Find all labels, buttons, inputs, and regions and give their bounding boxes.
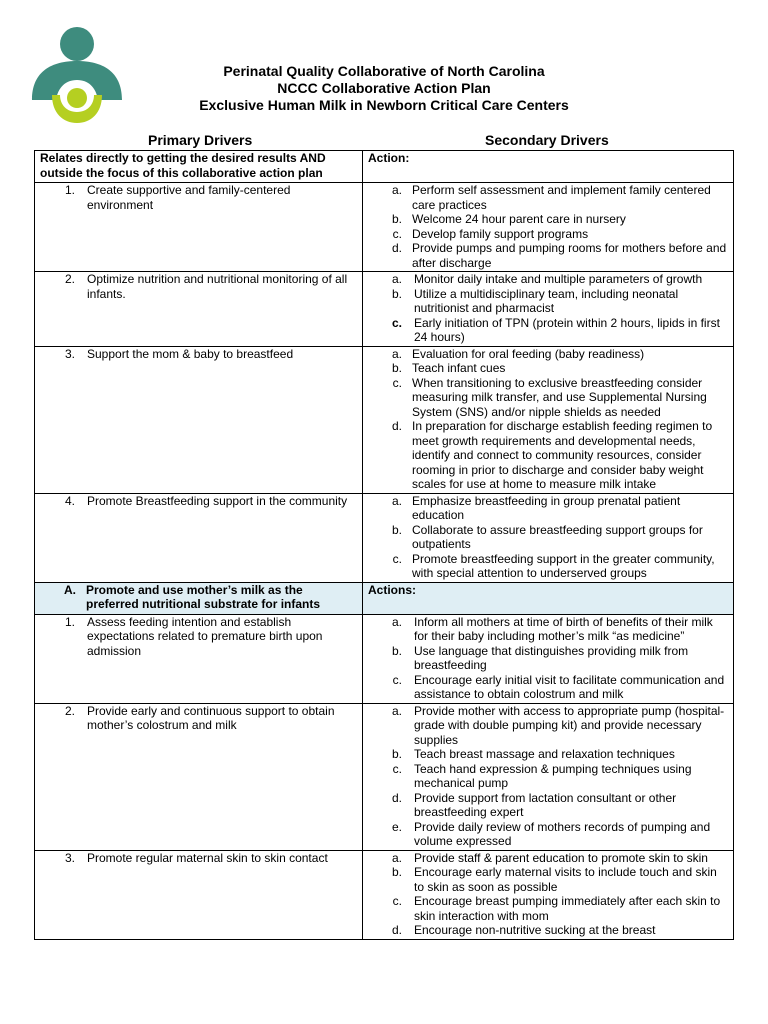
action-text: Early initiation of TPN (protein within 2 hours, lipids in first 24 hours) — [414, 315, 720, 344]
primary-driver-cell — [35, 614, 363, 703]
action-text: Provide mother with access to appropriate pump (hospital-grade with double pumping kit) and provide necessary supplies — [414, 703, 725, 747]
primary-driver-text: Assess feeding intention and establish expectations related to premature birth upon admission — [87, 614, 323, 658]
primary-driver — [35, 851, 362, 868]
action-marker: d. — [391, 923, 402, 937]
action-item — [363, 851, 727, 866]
action-item — [363, 704, 727, 748]
primary-driver-number: 3. — [64, 346, 75, 361]
secondary-driver-list — [363, 615, 733, 703]
secondary-driver-cell — [363, 703, 734, 850]
action-item — [363, 361, 727, 376]
action-text: Welcome 24 hour parent care in nursery — [412, 212, 626, 226]
primary-driver-cell — [35, 703, 363, 850]
action-item — [363, 272, 727, 287]
action-marker: a. — [391, 614, 402, 629]
action-item — [363, 762, 727, 791]
action-marker: a. — [391, 850, 402, 865]
document-title — [140, 63, 628, 114]
action-marker: b. — [391, 643, 402, 658]
action-item — [363, 183, 727, 212]
section-scope-text: Relates directly to getting the desired results AND outside the focus of this collaborative action plan — [40, 151, 326, 180]
action-item — [363, 923, 727, 938]
action-marker: a. — [391, 346, 402, 361]
action-item — [363, 894, 727, 923]
primary-driver-text: Optimize nutrition and nutritional monitoring of all infants. — [87, 272, 348, 301]
action-text: Inform all mothers at time of birth of benefits of their milk for their baby including mother’s milk “as medicine” — [414, 614, 713, 643]
action-marker: a. — [391, 272, 402, 286]
action-text: When transitioning to exclusive breastfeeding consider measuring milk transfer, and use Supplemental Nursing System (SNS) and/or nipple shields as needed — [412, 375, 707, 419]
action-marker: a. — [391, 183, 402, 197]
section-goal-text: Promote and use mother’s milk as the preferred nutritional substrate for infants — [86, 582, 321, 611]
action-item — [363, 287, 727, 316]
action-text: Encourage early initial visit to facilitate communication and assistance to obtain colostrum and milk — [414, 672, 725, 701]
column-headers — [34, 132, 734, 150]
action-marker: b. — [391, 522, 402, 537]
actions-label: Actions: — [368, 582, 416, 597]
action-marker: b. — [391, 286, 402, 301]
action-marker: e. — [391, 819, 402, 834]
pqcnc-logo — [30, 25, 126, 125]
section-header-right — [363, 151, 734, 183]
action-marker: b. — [391, 865, 402, 879]
logo-baby-circle — [67, 88, 87, 108]
secondary-driver-cell — [363, 183, 734, 272]
action-item — [363, 241, 727, 270]
title-line-2: NCCC Collaborative Action Plan — [277, 80, 491, 96]
action-item — [363, 494, 727, 523]
action-marker: c. — [392, 226, 402, 241]
section-header-left — [35, 582, 363, 614]
action-item — [363, 552, 727, 581]
secondary-driver-list — [363, 704, 733, 850]
primary-driver-number: 4. — [64, 493, 75, 508]
action-marker: b. — [391, 747, 402, 761]
section-header-row — [35, 151, 734, 183]
primary-driver-number: 3. — [64, 850, 75, 865]
action-marker: a. — [391, 493, 402, 508]
action-text: Provide support from lactation consultant or other breastfeeding expert — [414, 790, 677, 819]
action-item — [363, 347, 727, 362]
secondary-driver-cell — [363, 346, 734, 493]
action-marker: c. — [392, 551, 402, 566]
action-marker: c. — [392, 375, 402, 390]
primary-driver — [35, 347, 362, 364]
logo-head-circle — [60, 27, 94, 61]
secondary-driver-list — [363, 494, 733, 582]
action-item — [363, 419, 727, 492]
driver-row — [35, 850, 734, 939]
section-goal — [35, 583, 362, 614]
action-text: Utilize a multidisciplinary team, including neonatal nutritionist and pharmacist — [414, 286, 679, 315]
primary-driver-cell — [35, 493, 363, 582]
action-item — [363, 865, 727, 894]
primary-driver-text: Support the mom & baby to breastfeed — [87, 346, 294, 361]
primary-driver — [35, 494, 362, 511]
primary-driver-text: Provide early and continuous support to obtain mother’s colostrum and milk — [87, 703, 335, 732]
action-marker: d. — [391, 241, 402, 255]
primary-driver-text: Promote regular maternal skin to skin contact — [87, 850, 328, 865]
primary-driver-cell — [35, 346, 363, 493]
action-text: Develop family support programs — [412, 226, 589, 241]
action-marker: a. — [391, 703, 402, 718]
action-text: Provide pumps and pumping rooms for mothers before and after discharge — [412, 241, 727, 270]
secondary-driver-cell — [363, 850, 734, 939]
driver-table — [34, 150, 734, 940]
action-text: Emphasize breastfeeding in group prenatal patient education — [412, 493, 681, 522]
driver-row — [35, 272, 734, 347]
section-header-right — [363, 582, 734, 614]
actions-label: Action: — [368, 151, 410, 165]
primary-driver-number: 1. — [64, 614, 75, 629]
secondary-driver-list — [363, 347, 733, 493]
primary-driver-number: 2. — [64, 272, 75, 286]
driver-table-body — [35, 151, 734, 940]
primary-driver-number: 2. — [64, 703, 75, 718]
primary-driver-cell — [35, 850, 363, 939]
action-marker: b. — [391, 212, 402, 226]
primary-driver-number: 1. — [64, 183, 75, 197]
action-item — [363, 747, 727, 762]
action-item — [363, 644, 727, 673]
title-line-1: Perinatal Quality Collaborative of North Carolina — [223, 63, 545, 79]
secondary-driver-list — [363, 183, 733, 271]
secondary-driver-cell — [363, 493, 734, 582]
primary-driver-cell — [35, 272, 363, 347]
action-marker: c. — [391, 315, 402, 330]
action-item — [363, 791, 727, 820]
primary-driver — [35, 183, 362, 214]
action-text: Teach breast massage and relaxation techniques — [414, 747, 675, 761]
action-text: Encourage early maternal visits to include touch and skin to skin as soon as possible — [414, 865, 717, 894]
secondary-driver-cell — [363, 614, 734, 703]
secondary-driver-list — [363, 851, 733, 939]
action-text: Use language that distinguishes providing milk from breastfeeding — [414, 643, 689, 672]
action-text: Teach infant cues — [412, 361, 506, 375]
action-marker: c. — [392, 894, 402, 908]
action-text: Evaluation for oral feeding (baby readiness) — [412, 346, 645, 361]
primary-driver — [35, 272, 362, 303]
secondary-drivers-heading: Secondary Drivers — [485, 132, 609, 148]
action-marker: d. — [391, 419, 402, 433]
title-line-3: Exclusive Human Milk in Newborn Critical Care Centers — [199, 97, 569, 113]
driver-row — [35, 183, 734, 272]
primary-driver-text: Promote Breastfeeding support in the community — [87, 493, 348, 508]
action-marker: b. — [391, 361, 402, 375]
section-header-row — [35, 582, 734, 614]
action-text: Collaborate to assure breastfeeding support groups for outpatients — [412, 522, 703, 551]
action-text: Promote breastfeeding support in the greater community, with special attention to underserved groups — [412, 551, 715, 580]
action-text: Encourage breast pumping immediately after each skin to skin interaction with mom — [414, 894, 721, 923]
secondary-driver-cell — [363, 272, 734, 347]
section-letter: A. — [64, 582, 76, 597]
action-item — [363, 615, 727, 644]
secondary-driver-list — [363, 272, 733, 346]
driver-row — [35, 493, 734, 582]
driver-row — [35, 346, 734, 493]
action-text: Provide daily review of mothers records of pumping and volume expressed — [414, 819, 711, 848]
action-marker: c. — [392, 672, 402, 687]
primary-driver — [35, 615, 362, 661]
action-marker: c. — [392, 761, 402, 776]
action-text: In preparation for discharge establish feeding regimen to meet growth requirements and developmental needs, identify and connect to community resources, consider rooming in prior to discharge and consider baby weight scales for use at home to measure milk intake — [412, 419, 713, 491]
action-item — [363, 523, 727, 552]
action-text: Monitor daily intake and multiple parameters of growth — [414, 272, 703, 286]
section-header-left — [35, 151, 363, 183]
primary-driver-text: Create supportive and family-centered environment — [87, 183, 291, 212]
action-marker: d. — [391, 790, 402, 805]
action-text: Teach hand expression & pumping techniques using mechanical pump — [414, 761, 692, 790]
action-item — [363, 212, 727, 227]
action-item — [363, 227, 727, 242]
action-item — [363, 673, 727, 702]
action-item — [363, 316, 727, 345]
primary-drivers-heading: Primary Drivers — [148, 132, 253, 148]
primary-driver — [35, 704, 362, 735]
driver-table-container — [34, 150, 734, 940]
action-item — [363, 820, 727, 849]
action-text: Provide staff & parent education to promote skin to skin — [414, 850, 708, 865]
driver-row — [35, 703, 734, 850]
driver-row — [35, 614, 734, 703]
action-item — [363, 376, 727, 420]
action-text: Encourage non-nutritive sucking at the breast — [414, 923, 656, 937]
primary-driver-cell — [35, 183, 363, 272]
action-text: Perform self assessment and implement family centered care practices — [412, 183, 711, 212]
